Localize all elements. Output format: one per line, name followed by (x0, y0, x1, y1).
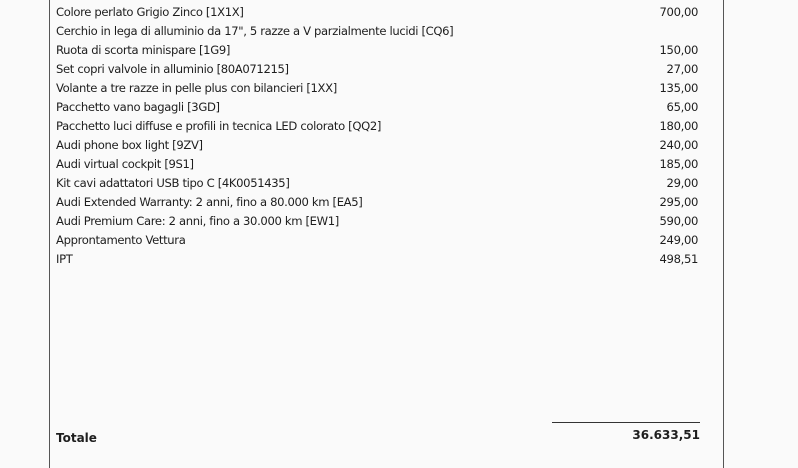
item-amount: 240,00 (659, 138, 698, 152)
line-item (56, 22, 698, 41)
item-amount: 498,51 (659, 252, 698, 266)
line-item (56, 174, 698, 193)
item-description: Audi Premium Care: 2 anni, fino a 30.000 km [EW1] (56, 214, 339, 228)
item-amount: 700,00 (659, 5, 698, 19)
item-amount: 135,00 (659, 81, 698, 95)
line-item (56, 155, 698, 174)
line-item (56, 250, 698, 269)
item-description: Pacchetto vano bagagli [3GD] (56, 100, 220, 114)
item-description: Ruota di scorta minispare [1G9] (56, 43, 231, 57)
line-item (56, 98, 698, 117)
item-amount: 65,00 (666, 100, 698, 114)
total-row (56, 428, 700, 448)
item-amount: 249,00 (659, 233, 698, 247)
item-description: Approntamento Vettura (56, 233, 186, 247)
line-item (56, 41, 698, 60)
item-amount: 185,00 (659, 157, 698, 171)
total-label: Totale (56, 431, 97, 445)
item-description: Colore perlato Grigio Zinco [1X1X] (56, 5, 244, 19)
line-item (56, 60, 698, 79)
item-description: Audi virtual cockpit [9S1] (56, 157, 194, 171)
item-amount: 180,00 (659, 119, 698, 133)
item-amount: 590,00 (659, 214, 698, 228)
item-description: Volante a tre razze in pelle plus con bilancieri [1XX] (56, 81, 337, 95)
item-description: Set copri valvole in alluminio [80A071215] (56, 62, 289, 76)
item-amount: 27,00 (666, 62, 698, 76)
line-item (56, 231, 698, 250)
line-item (56, 193, 698, 212)
line-item (56, 3, 698, 22)
total-amount: 36.633,51 (632, 428, 700, 442)
item-amount: 29,00 (666, 176, 698, 190)
line-item (56, 79, 698, 98)
line-item (56, 212, 698, 231)
sum-line (552, 422, 700, 423)
item-amount: 150,00 (659, 43, 698, 57)
item-description: Audi phone box light [9ZV] (56, 138, 203, 152)
item-description: IPT (56, 252, 73, 266)
item-description: Kit cavi adattatori USB tipo C [4K0051435] (56, 176, 290, 190)
line-item (56, 117, 698, 136)
item-description: Pacchetto luci diffuse e profili in tecnica LED colorato [QQ2] (56, 119, 382, 133)
item-description: Audi Extended Warranty: 2 anni, fino a 80.000 km [EA5] (56, 195, 363, 209)
item-description: Cerchio in lega di alluminio da 17", 5 razze a V parzialmente lucidi [CQ6] (56, 24, 454, 38)
line-item (56, 136, 698, 155)
item-amount: 295,00 (659, 195, 698, 209)
